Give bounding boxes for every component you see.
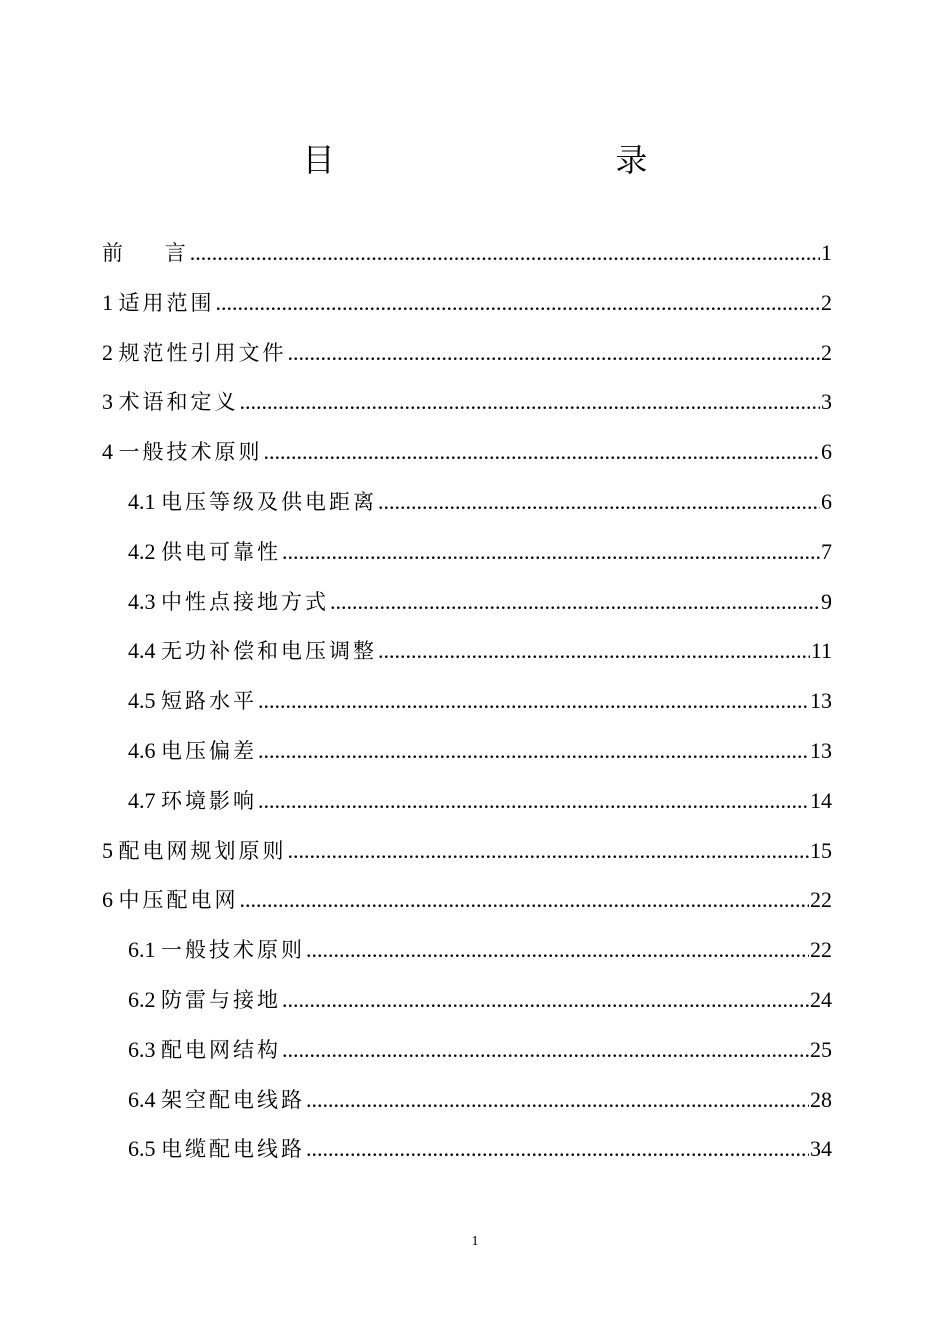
toc-entry-title: 电缆配电线路 <box>161 1137 305 1162</box>
toc-entry[interactable] <box>102 880 832 930</box>
toc-entry-title: 前 言 <box>102 241 189 265</box>
toc-entry-title: 适用范围 <box>118 290 215 315</box>
toc-dot-leader <box>282 532 820 572</box>
page-title: 目 录 <box>302 141 696 179</box>
toc-entry-page: 3 <box>821 389 832 415</box>
toc-dot-leader <box>306 1080 809 1120</box>
toc-entry[interactable] <box>102 1030 832 1080</box>
table-of-contents <box>102 233 832 1179</box>
toc-entry-page: 24 <box>810 986 832 1012</box>
toc-entry-label <box>128 631 377 672</box>
toc-dot-leader <box>258 731 809 771</box>
toc-entry-number: 6.3 <box>128 1036 161 1062</box>
toc-dot-leader <box>240 880 810 920</box>
toc-entry-page: 22 <box>810 937 832 963</box>
toc-entry-number: 3 <box>102 389 119 415</box>
toc-entry[interactable] <box>102 631 832 681</box>
toc-entry-number: 4.4 <box>128 638 161 664</box>
toc-entry[interactable] <box>102 532 832 582</box>
toc-entry[interactable] <box>102 1129 832 1179</box>
toc-entry-label <box>128 532 281 573</box>
page-number: 1 <box>471 1234 479 1249</box>
toc-entry-page: 1 <box>821 240 832 265</box>
toc-dot-leader <box>264 432 821 472</box>
toc-entry-number: 6.1 <box>128 937 161 963</box>
toc-entry-label <box>128 930 305 971</box>
toc-entry-label <box>102 283 215 324</box>
toc-entry[interactable] <box>102 283 832 333</box>
toc-entry[interactable] <box>102 233 832 283</box>
toc-entry-page: 6 <box>821 488 832 514</box>
toc-entry-label <box>102 880 239 921</box>
toc-entry[interactable] <box>102 1080 832 1130</box>
toc-entry-title: 短路水平 <box>161 689 257 714</box>
toc-entry-label <box>128 1129 305 1170</box>
toc-entry[interactable] <box>102 681 832 731</box>
toc-entry-page: 11 <box>810 638 832 664</box>
toc-dot-leader <box>330 582 820 622</box>
toc-entry-page: 25 <box>810 1036 832 1062</box>
toc-entry-number: 6 <box>102 887 119 913</box>
toc-entry-page: 7 <box>821 538 832 564</box>
toc-entry-number: 5 <box>102 837 119 863</box>
toc-entry[interactable] <box>102 980 832 1030</box>
toc-entry-number: 6.5 <box>128 1136 161 1162</box>
toc-entry-title: 中压配电网 <box>118 888 239 913</box>
toc-entry-title: 供电可靠性 <box>161 539 281 564</box>
toc-dot-leader <box>288 333 821 373</box>
toc-dot-leader <box>282 1030 809 1070</box>
toc-entry-title: 配电网规划原则 <box>118 838 287 863</box>
toc-entry[interactable] <box>102 831 832 881</box>
toc-entry[interactable] <box>102 333 832 383</box>
toc-dot-leader <box>282 980 809 1020</box>
toc-entry-label <box>102 831 287 872</box>
toc-entry-number: 2 <box>102 339 119 365</box>
toc-entry-number: 4.3 <box>128 588 161 614</box>
toc-entry[interactable] <box>102 930 832 980</box>
toc-entry-page: 6 <box>821 439 832 465</box>
toc-entry-page: 9 <box>821 588 832 614</box>
toc-entry-title: 无功补偿和电压调整 <box>161 639 377 664</box>
toc-entry-label <box>128 1030 281 1071</box>
toc-entry-label <box>102 333 287 374</box>
toc-dot-leader <box>306 1129 809 1169</box>
toc-entry-label <box>128 482 377 523</box>
toc-entry-label <box>102 233 189 274</box>
toc-entry[interactable] <box>102 382 832 432</box>
toc-entry-title: 一般技术原则 <box>118 440 263 465</box>
toc-entry-title: 防雷与接地 <box>161 987 281 1012</box>
toc-entry-title: 规范性引用文件 <box>118 340 287 365</box>
toc-entry-label <box>128 731 257 772</box>
toc-entry[interactable] <box>102 781 832 831</box>
toc-entry-label <box>128 781 257 822</box>
toc-entry-page: 28 <box>810 1086 832 1112</box>
toc-entry[interactable] <box>102 482 832 532</box>
toc-dot-leader <box>306 930 809 970</box>
toc-entry-title: 中性点接地方式 <box>161 589 329 614</box>
toc-entry-number: 4 <box>102 439 119 465</box>
toc-entry-page: 13 <box>810 737 832 763</box>
toc-entry-title: 配电网结构 <box>161 1037 281 1062</box>
toc-dot-leader <box>288 831 810 871</box>
toc-entry-number: 4.6 <box>128 737 161 763</box>
toc-entry-page: 14 <box>810 787 832 813</box>
toc-entry-number: 4.2 <box>128 538 161 564</box>
toc-entry-page: 2 <box>821 289 832 315</box>
toc-dot-leader <box>258 681 809 721</box>
toc-entry-title: 架空配电线路 <box>161 1087 305 1112</box>
toc-entry[interactable] <box>102 432 832 482</box>
toc-entry-label <box>102 382 239 423</box>
toc-entry-title: 术语和定义 <box>118 390 239 415</box>
toc-entry-label <box>128 1080 305 1121</box>
toc-dot-leader <box>258 781 809 821</box>
toc-entry-number: 6.2 <box>128 986 161 1012</box>
toc-dot-leader <box>378 631 810 671</box>
toc-entry-number: 4.5 <box>128 688 161 714</box>
toc-entry-page: 34 <box>810 1136 832 1162</box>
toc-entry-page: 13 <box>810 688 832 714</box>
toc-entry[interactable] <box>102 731 832 781</box>
toc-entry-label <box>128 582 329 623</box>
toc-entry-label <box>128 681 257 722</box>
toc-entry-label <box>102 432 263 473</box>
toc-entry-number: 1 <box>102 289 119 315</box>
toc-entry-number: 4.1 <box>128 488 161 514</box>
toc-entry-page: 22 <box>810 887 832 913</box>
toc-dot-leader <box>190 233 820 273</box>
toc-entry-title: 电压偏差 <box>161 738 257 763</box>
toc-entry-page: 15 <box>810 837 832 863</box>
toc-entry-label <box>128 980 281 1021</box>
toc-entry[interactable] <box>102 582 832 632</box>
toc-entry-title: 环境影响 <box>161 788 257 813</box>
toc-entry-number: 6.4 <box>128 1086 161 1112</box>
toc-entry-title: 电压等级及供电距离 <box>161 489 377 514</box>
toc-entry-page: 2 <box>821 339 832 365</box>
toc-dot-leader <box>216 283 821 323</box>
toc-dot-leader <box>378 482 820 522</box>
toc-entry-number: 4.7 <box>128 787 161 813</box>
toc-dot-leader <box>240 382 821 422</box>
toc-entry-title: 一般技术原则 <box>161 938 305 963</box>
